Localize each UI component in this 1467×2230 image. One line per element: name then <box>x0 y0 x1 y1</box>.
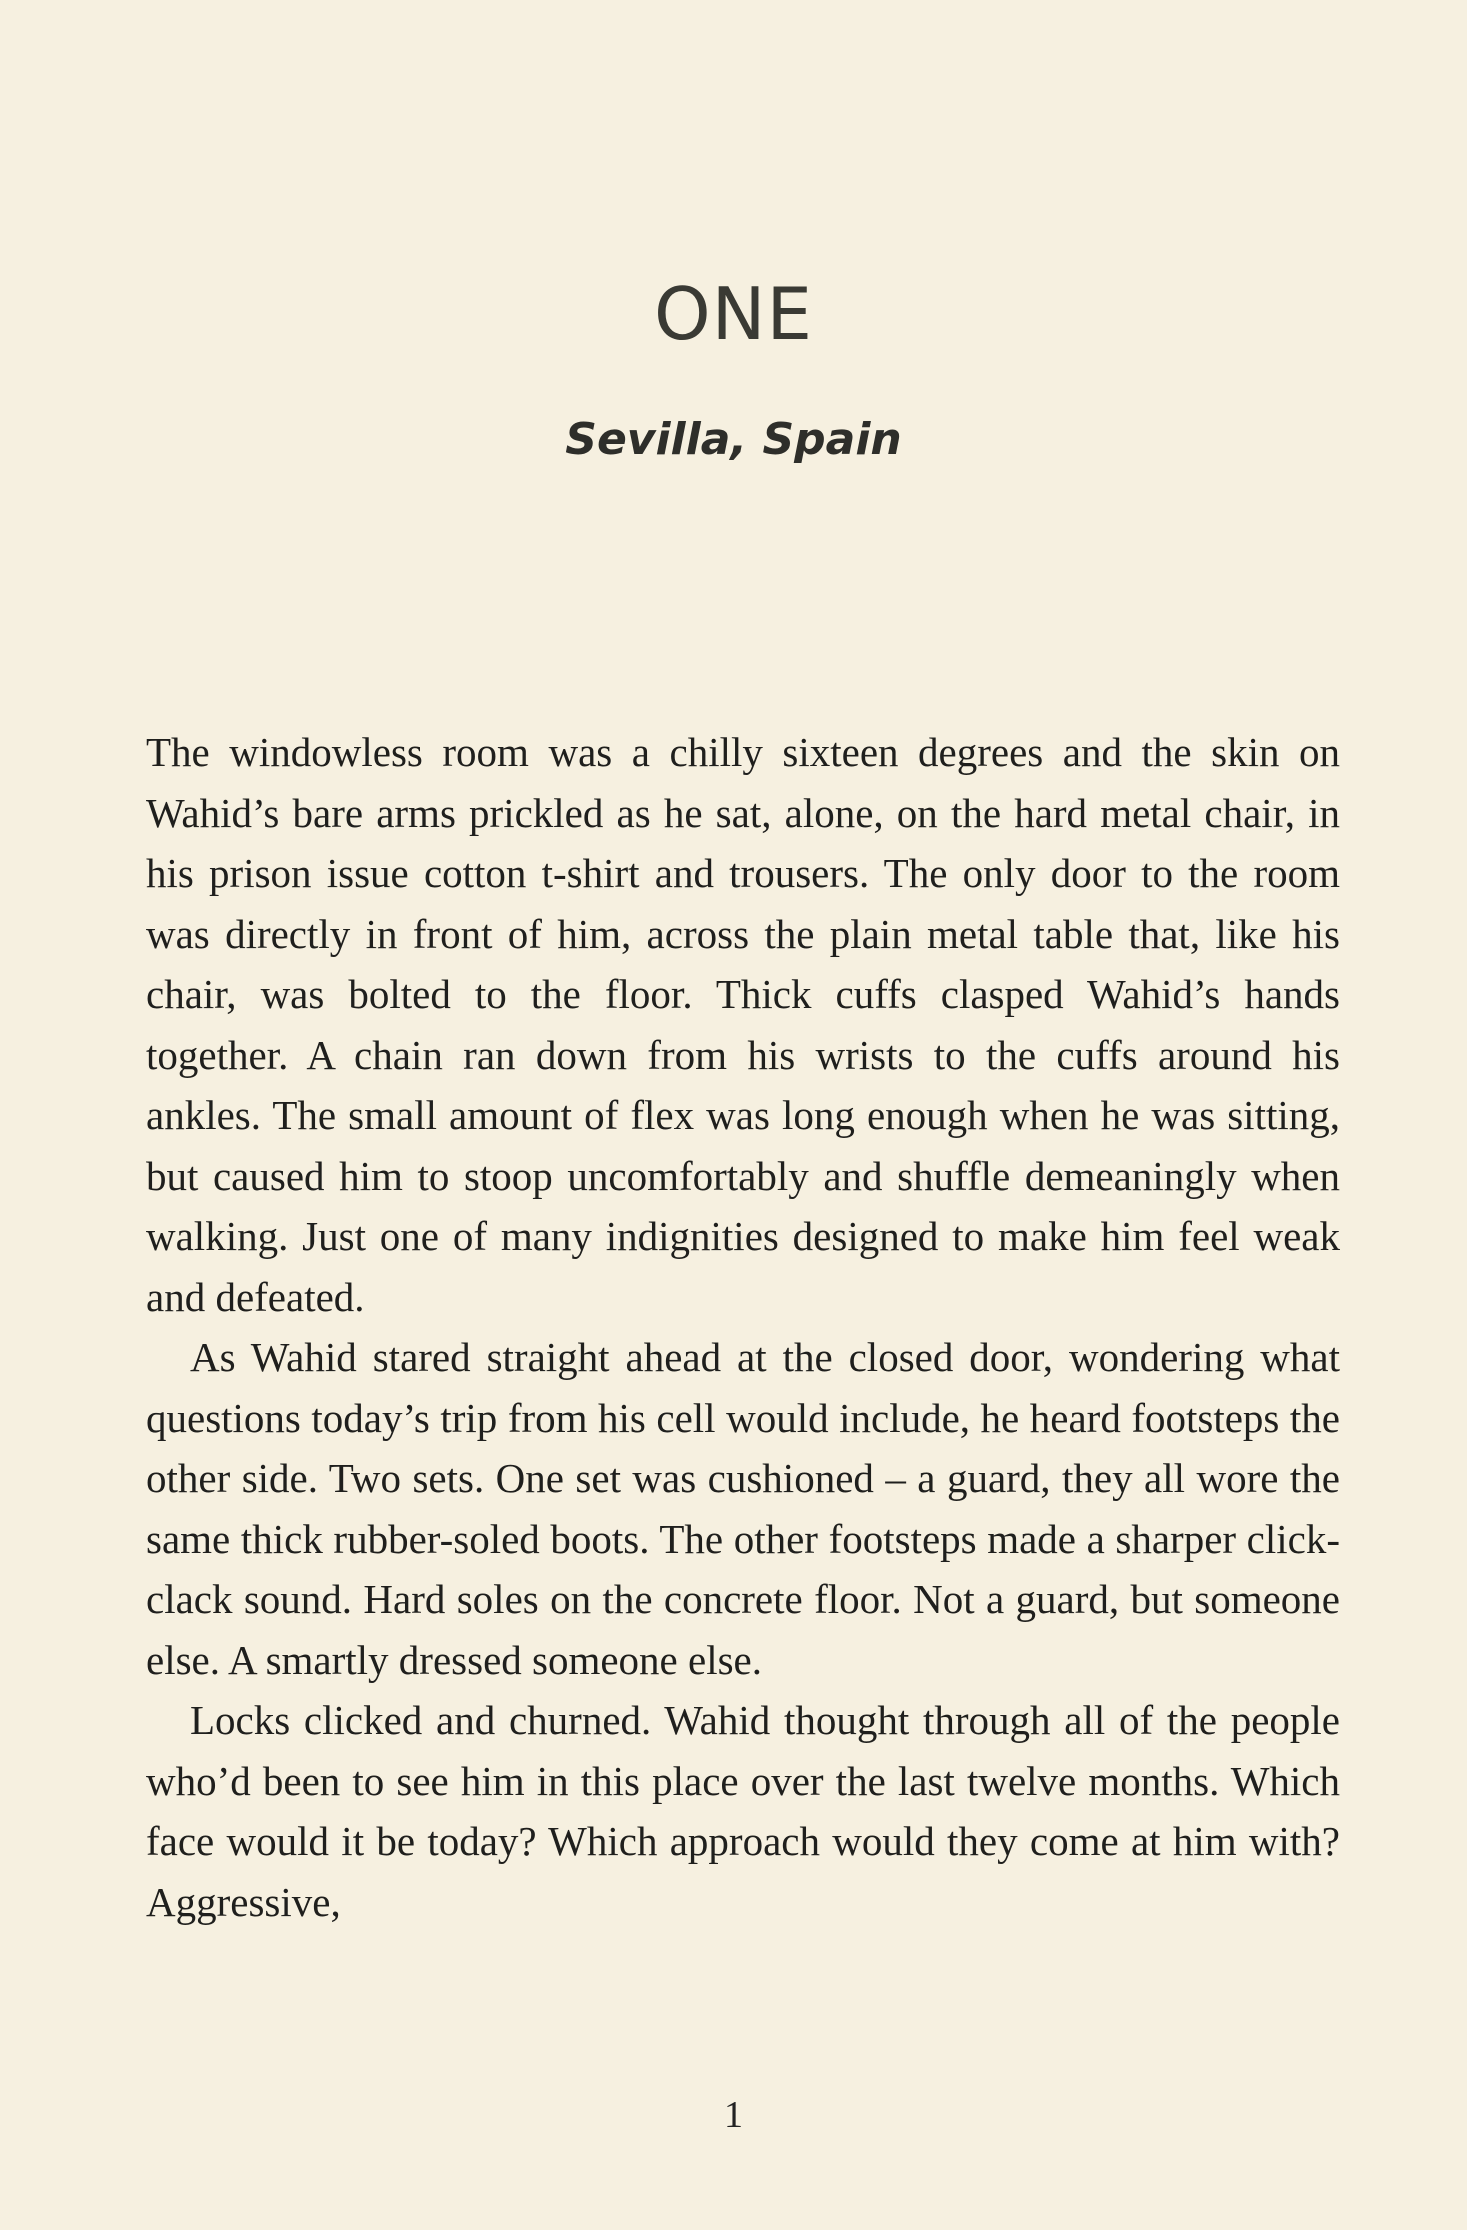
body-text <box>146 722 1340 1932</box>
paragraph: The windowless room was a chilly sixteen degrees and the skin on Wahid’s bare arms prickled as he sat, alone, on the hard metal chair, in his prison issue cotton t-shirt and trousers. The only door to the room was directly in front of him, across the plain metal table that, like his chair, was bolted to the floor. Thick cuffs clasped Wahid’s hands together. A chain ran down from his wrists to the cuffs around his ankles. The small amount of flex was long enough when he was sitting, but caused him to stoop uncomfortably and shuffle demeaningly when walking. Just one of many indignities designed to make him feel weak and defeated. <box>146 729 1340 1320</box>
chapter-title: ONE <box>653 272 814 356</box>
page-number: 1 <box>724 2094 743 2136</box>
paragraph: Locks clicked and churned. Wahid thought through all of the people who’d been to see him in this place over the last twelve months. Which face would it be today? Which approach would they come at him with? Aggressive, <box>146 1697 1340 1925</box>
paragraph: As Wahid stared straight ahead at the closed door, wondering what questions today’s trip from his cell would include, he heard footsteps the other side. Two sets. One set was cushioned – a guard, they all wore the same thick rubber-soled boots. The other footsteps made a sharper click-clack sound. Hard soles on the concrete floor. Not a guard, but someone else. A smartly dressed someone else. <box>146 1334 1340 1683</box>
chapter-location: Sevilla, Spain <box>565 414 902 465</box>
